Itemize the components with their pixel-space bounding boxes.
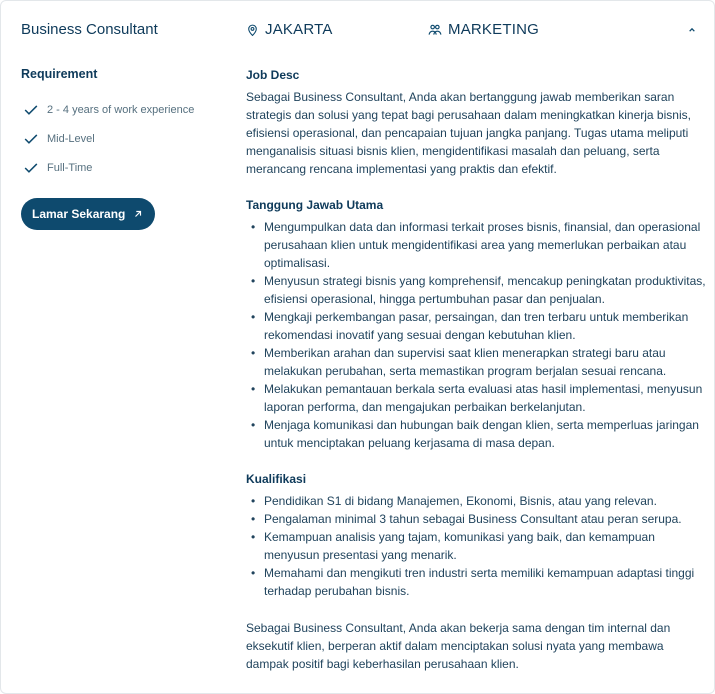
list-item: • Memahami dan mengikuti tren industri serta memiliki kemampuan adaptasi tinggi terhadap perubahan bisnis. [246, 564, 706, 600]
requirement-label: 2 - 4 years of work experience [47, 103, 195, 116]
department-label: MARKETING [448, 21, 539, 38]
qualifications-list [246, 492, 706, 600]
responsibilities-heading: Tanggung Jawab Utama [246, 198, 384, 212]
check-icon [24, 104, 38, 116]
job-title: Business Consultant [21, 21, 158, 38]
responsibilities-section [246, 197, 706, 452]
list-item: • Kemampuan analisis yang tajam, komunikasi yang baik, dan kemampuan menyusun presentasi yang menarik. [246, 528, 706, 564]
map-pin-icon [246, 23, 259, 37]
list-item: • Memberikan arahan dan supervisi saat klien menerapkan strategi baru atau melakukan perubahan, serta memastikan program berjalan sesuai rencana. [246, 344, 706, 380]
qualifications-heading: Kualifikasi [246, 472, 307, 486]
location-label: JAKARTA [265, 21, 333, 38]
requirement-item [21, 153, 221, 182]
list-item: • Pendidikan S1 di bidang Manajemen, Ekonomi, Bisnis, atau yang relevan. [246, 492, 706, 510]
check-icon [24, 162, 38, 174]
list-item: • Mengumpulkan data dan informasi terkait proses bisnis, finansial, dan operasional perusahaan klien untuk mengidentifikasi area yang memerlukan perbaikan atau optimalisasi. [246, 218, 706, 272]
responsibilities-list [246, 218, 706, 452]
requirement-label: Full-Time [47, 161, 93, 174]
list-item: • Melakukan pemantauan berkala serta evaluasi atas hasil implementasi, menyusun laporan performa, dan mengajukan perbaikan berkelanjutan. [246, 380, 706, 416]
closing-text: Sebagai Business Consultant, Anda akan bekerja sama dengan tim internal dan eksekutif klien, berperan aktif dalam menciptakan solusi nyata yang membawa dampak positif bagi keberhasilan perusahaan klien. [246, 621, 671, 671]
job-desc-heading: Job Desc [246, 68, 300, 82]
list-item: • Mengkaji perkembangan pasar, persaingan, dan tren terbaru untuk memberikan rekomendasi inovatif yang sesuai dengan kebutuhan klien. [246, 308, 706, 344]
requirement-item [21, 124, 221, 153]
qualifications-section [246, 471, 706, 600]
check-icon [24, 133, 38, 145]
requirement-label: Mid-Level [47, 132, 95, 145]
list-item: • Menjaga komunikasi dan hubungan baik dengan klien, serta memperluas jaringan untuk menciptakan peluang kerjasama di masa depan. [246, 416, 706, 452]
requirement-item [21, 95, 221, 124]
arrow-up-right-icon [133, 209, 143, 219]
job-location [246, 21, 333, 38]
requirement-panel [21, 67, 221, 230]
apply-button[interactable] [21, 198, 155, 230]
job-desc-section [246, 67, 706, 178]
apply-button-label: Lamar Sekarang [32, 207, 126, 221]
job-department [428, 21, 539, 38]
list-item: • Pengalaman minimal 3 tahun sebagai Business Consultant atau peran serupa. [246, 510, 706, 528]
users-icon [428, 23, 442, 37]
requirement-heading: Requirement [21, 67, 98, 81]
chevron-up-icon[interactable] [685, 23, 699, 37]
job-desc-text: Sebagai Business Consultant, Anda akan bertanggung jawab memberikan saran strategis dan solusi yang tepat bagi perusahaan dalam meningkatkan kinerja bisnis, efisiensi operasional, dan pencapaian tujuan jangka panjang. Tugas utama meliputi menganalisis situasi bisnis klien, mengidentifikasi masalah dan peluang, serta merancang rencana implementasi yang praktis dan efektif. [246, 90, 691, 176]
job-content [246, 67, 706, 673]
list-item: • Menyusun strategi bisnis yang komprehensif, mencakup peningkatan produktivitas, efisiensi operasional, hingga pertumbuhan pasar dan penjualan. [246, 272, 706, 308]
